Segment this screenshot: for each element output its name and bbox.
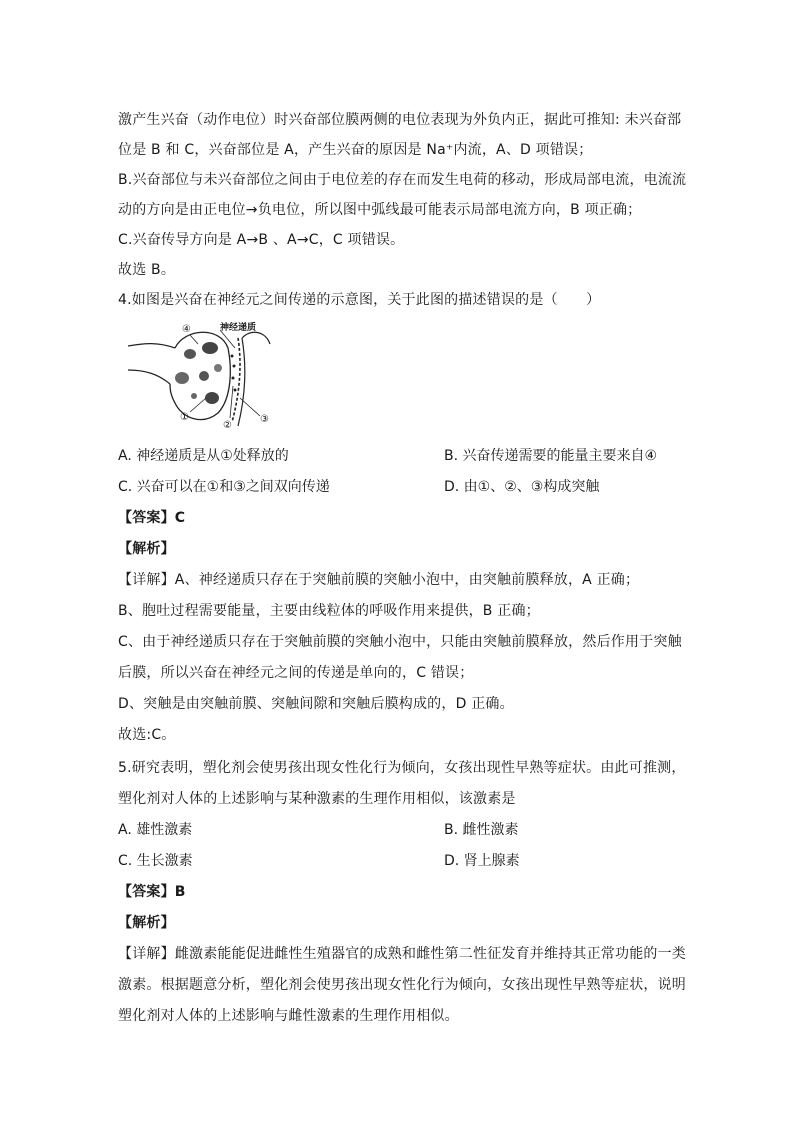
q4-option-b[interactable]: B. 兴奋传递需要的能量主要来自④ xyxy=(444,448,658,464)
q4-explanation-line: C、由于神经递质只存在于突触前膜的突触小泡中，只能由突触前膜释放，然后作用于突触 xyxy=(118,634,682,650)
q5-stem-line: 塑化剂对人体的上述影响与某种激素的生理作用相似，该激素是 xyxy=(118,791,516,807)
q5-explanation-line: 【详解】雌激素能能促进雌性生殖器官的成熟和雌性第二性征发育并维持其正常功能的一类 xyxy=(118,946,686,962)
q4-option-d[interactable]: D. 由①、②、③构成突触 xyxy=(444,479,600,495)
q5-answer: 【答案】B xyxy=(118,884,186,900)
q4-explanation-line: 后膜，所以兴奋在神经元之间的传递是单向的，C 错误； xyxy=(118,665,474,681)
q3-text-line: 位是 B 和 C，兴奋部位是 A，产生兴奋的原因是 Na⁺内流，A、D 项错误； xyxy=(118,142,593,158)
q5-option-b[interactable]: B. 雌性激素 xyxy=(444,822,519,838)
synapse-diagram xyxy=(120,318,280,428)
q4-option-a[interactable]: A. 神经递质是从①处释放的 xyxy=(118,448,289,464)
q4-stem: 4.如图是兴奋在神经元之间传递的示意图，关于此图的描述错误的是（ ） xyxy=(118,292,601,308)
q5-option-a[interactable]: A. 雄性激素 xyxy=(118,822,193,838)
transmitter-label: 神经递质 xyxy=(220,323,257,333)
q4-conclusion: 故选:C。 xyxy=(118,727,176,743)
q5-stem-line: 5.研究表明，塑化剂会使男孩出现女性化行为倾向，女孩出现性早熟等症状。由此可推测， xyxy=(118,760,686,776)
q5-option-d[interactable]: D. 肾上腺素 xyxy=(444,853,520,869)
marker-3: ③ xyxy=(260,414,269,425)
q4-option-c[interactable]: C. 兴奋可以在①和③之间双向传递 xyxy=(118,479,330,495)
q4-explanation-line: 【详解】A、神经递质只存在于突触前膜的突触小泡中，由突触前膜释放，A 正确； xyxy=(118,572,640,588)
q3-conclusion: 故选 B。 xyxy=(118,262,176,278)
marker-2: ② xyxy=(223,420,232,428)
q3-text-line: C.兴奋传导方向是 A→B 、A→C，C 项错误。 xyxy=(118,232,405,248)
q3-text-line: 激产生兴奋（动作电位）时兴奋部位膜两侧的电位表现为外负内正，据此可推知: 未兴奋部 xyxy=(118,112,682,128)
marker-1: ① xyxy=(180,412,189,423)
q4-explanation-line: D、突触是由突触前膜、突触间隙和突触后膜构成的，D 正确。 xyxy=(118,696,514,712)
q4-answer: 【答案】C xyxy=(118,510,186,526)
q5-explanation-line: 激素。根据题意分析，塑化剂会使男孩出现女性化行为倾向，女孩出现性早熟等症状，说明 xyxy=(118,977,686,993)
q4-explanation-line: B、胞吐过程需要能量，主要由线粒体的呼吸作用来提供，B 正确； xyxy=(118,603,540,619)
q5-option-c[interactable]: C. 生长激素 xyxy=(118,853,193,869)
marker-4: ④ xyxy=(182,324,191,335)
q4-analysis-title: 【解析】 xyxy=(118,541,175,557)
q5-analysis-title: 【解析】 xyxy=(118,915,175,931)
q3-text-line: 动的方向是由正电位→负电位，所以图中弧线最可能表示局部电流方向，B 项正确； xyxy=(118,202,642,218)
q3-text-line: B.兴奋部位与未兴奋部位之间由于电位差的存在而发生电荷的移动，形成局部电流，电流流 xyxy=(118,172,687,188)
q5-explanation-line: 塑化剂对人体的上述影响与雌性激素的生理作用相似。 xyxy=(118,1008,459,1024)
